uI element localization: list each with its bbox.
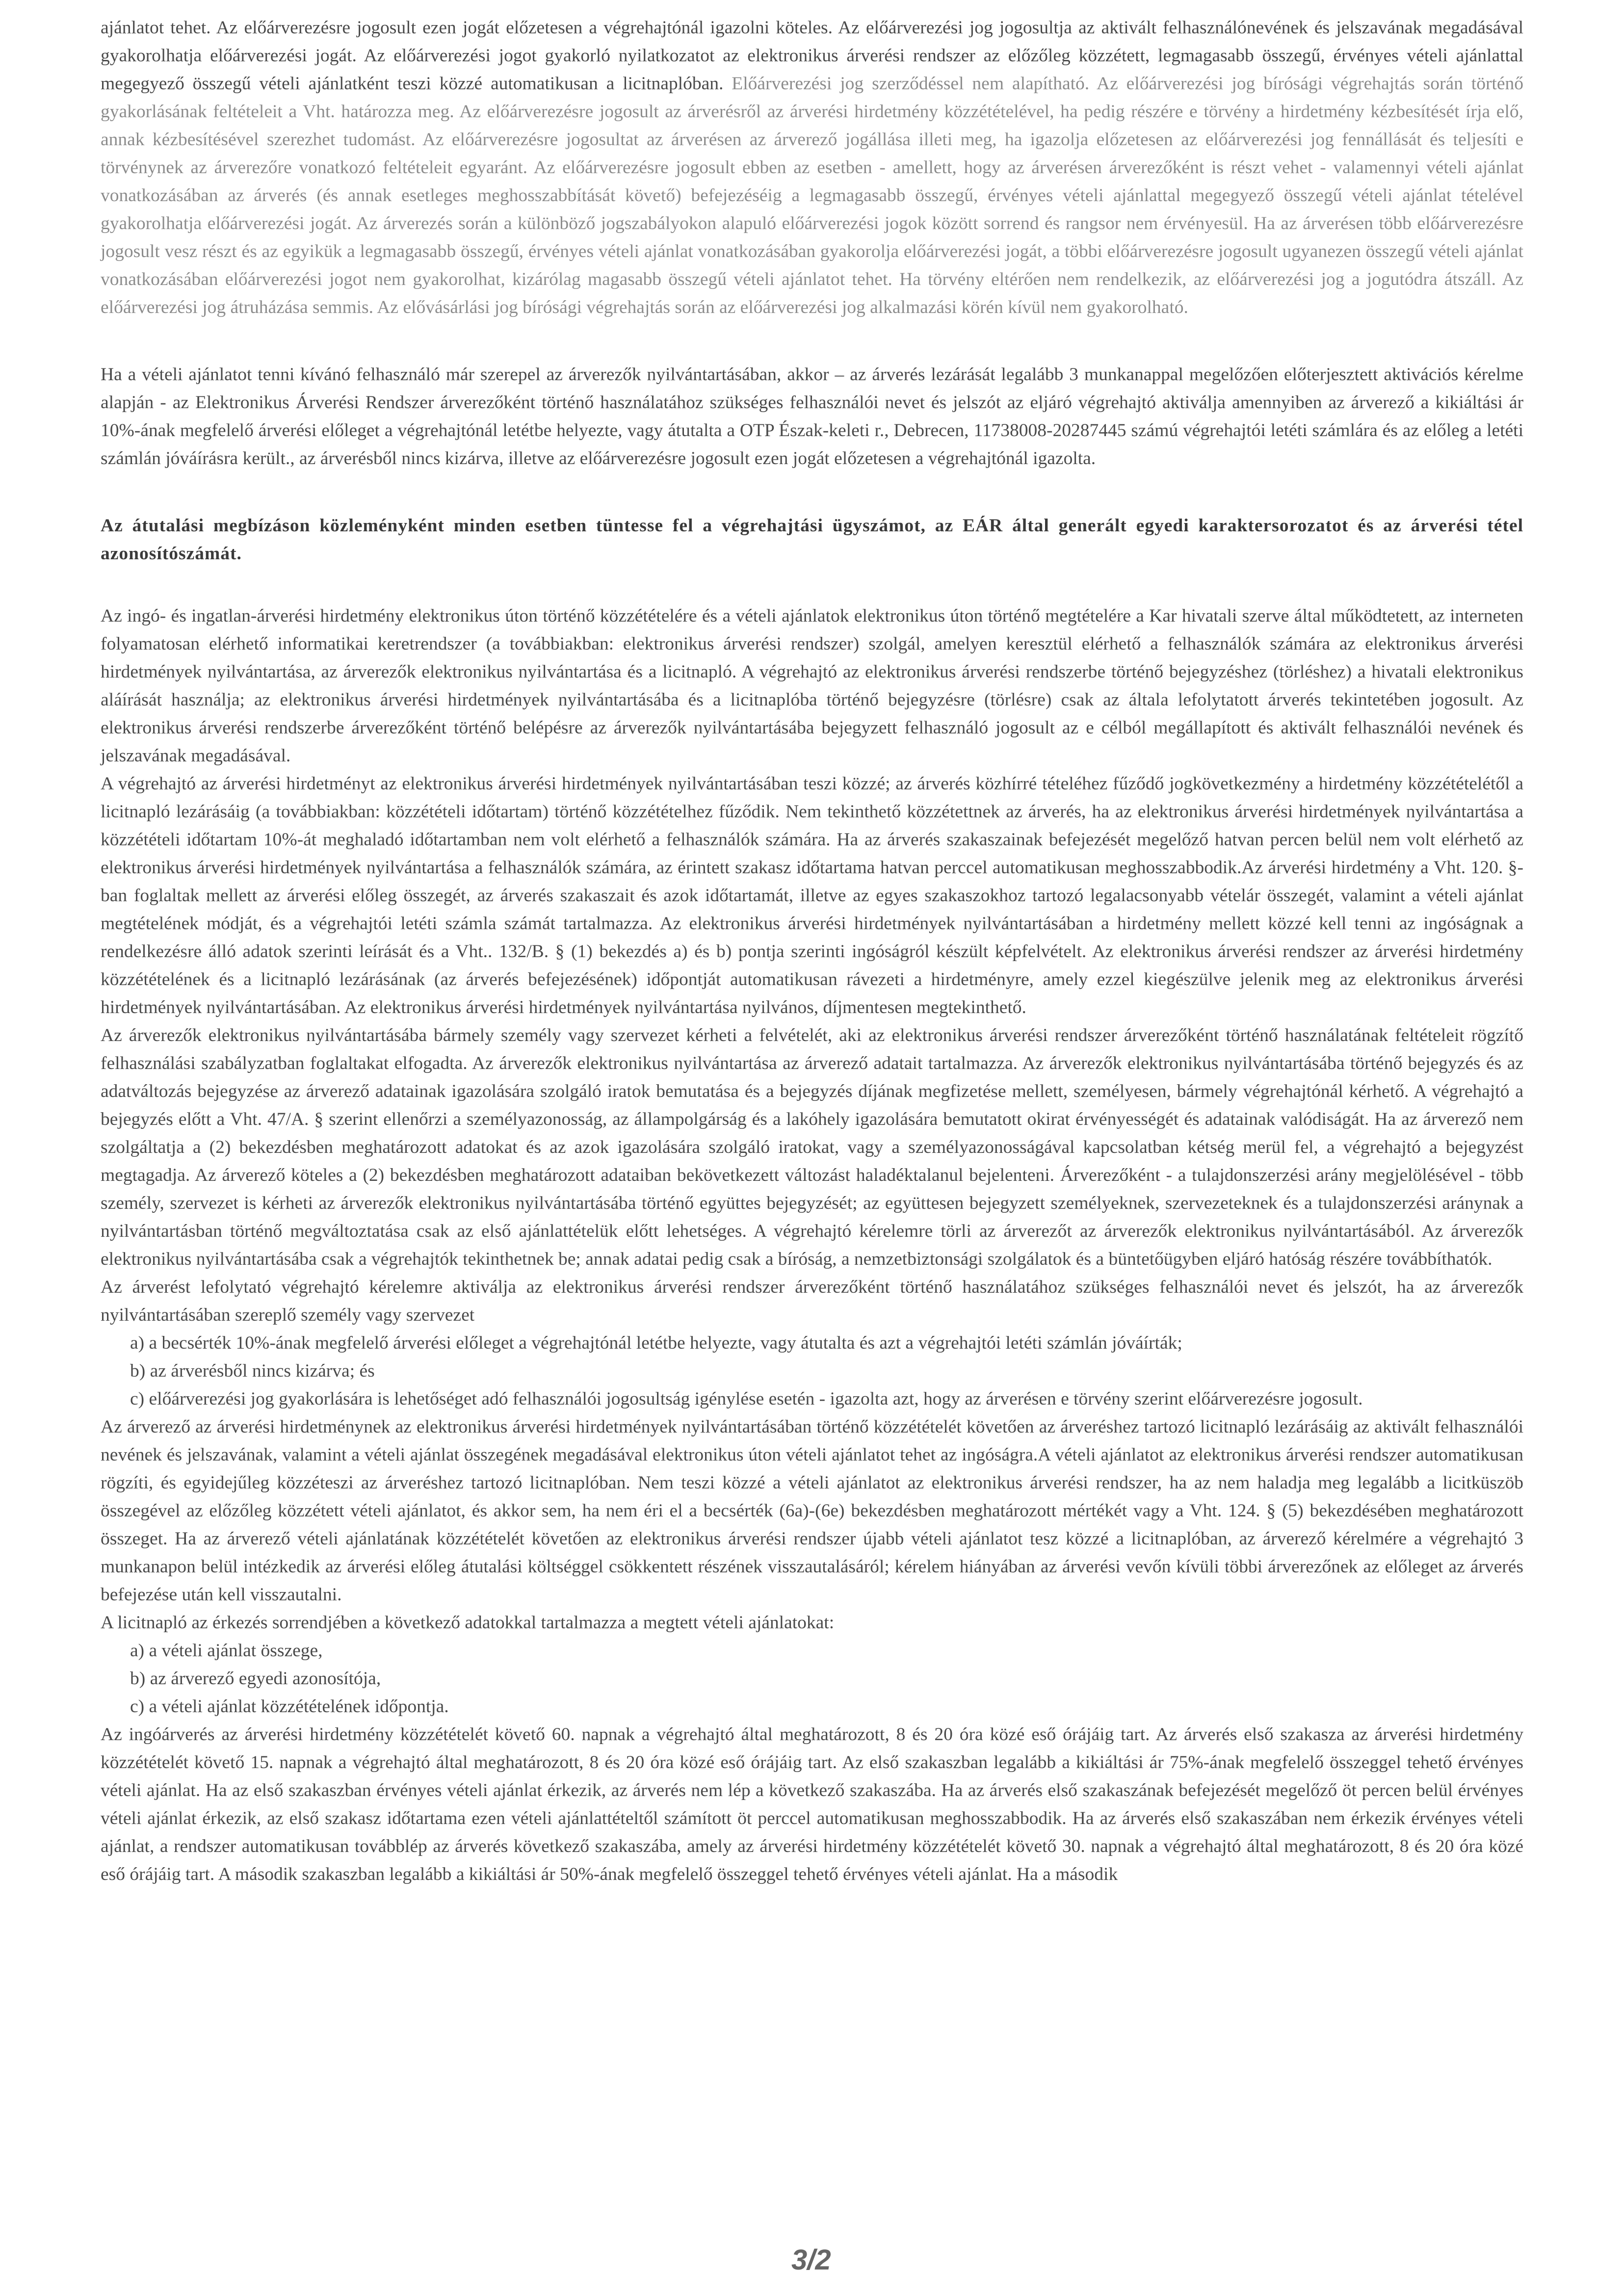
licitnaplo-item-b: b) az árverező egyedi azonosítója, xyxy=(130,1669,381,1689)
document-page xyxy=(101,14,1523,1888)
activation-condition-b: b) az árverésből nincs kizárva; és xyxy=(130,1361,375,1381)
bidding-paragraph: Az árverező az árverési hirdetménynek az elektronikus árverési hirdetmények nyilvántartásában történő közzétételét követően az árveréshez tartozó licitnapló lezárásáig az aktivált felhasználói nevének és jelszavának, valamint a vételi ajánlat összegének megadásával elektronikus úton vételi ajánlatot tehet az ingóságra.A vételi ajánlatot az elektronikus árverési rendszer automatikusan rögzíti, és egyidejűleg közzéteszi az árveréshez tartozó licitnaplóban. Nem teszi közzé a vételi ajánlatot az elektronikus árverési rendszer, ha az nem haladja meg legalább a licitküszöb összegével az előzőleg közzétett vételi ajánlatot, és akkor sem, ha nem éri el a becsérték (6a)-(6e) bekezdésben meghatározott mértékét vagy a Vht. 124. § (5) bekezdésében meghatározott összeget. Ha az árverező vételi ajánlatának közzétételét követően az elektronikus árverési rendszer újabb vételi ajánlatot tesz közzé a licitnaplóban, az árverező kérelmére a végrehajtó 3 munkanapon belül intézkedik az árverési előleg átutalási költséggel csökkentett részének visszautalásáról; kérelem hiányában az árverési vevőn kívüli többi árverezőnek az előleget az árverés befejezése után kell visszautalni. xyxy=(101,1417,1523,1605)
body-paragraph-1: Az ingó- és ingatlan-árverési hirdetmény elektronikus úton történő közzétételére és a vételi ajánlatok elektronikus úton történő megtételére a Kar hivatali szerve által működtetett, az interneten folyamatosan elérhető informatikai keretrendszer (a továbbiakban: elektronikus árverési rendszer) szolgál, amelyen keresztül elérhető a felhasználók számára az elektronikus árverési hirdetmények nyilvántartása, az árverezők elektronikus nyilvántartása és a licitnapló. A végrehajtó az elektronikus árverési rendszerbe történő bejegyzéshez (törléshez) a hivatali elektronikus aláírását használja; az elektronikus árverési hirdetmények nyilvántartásába és a licitnaplóba történő bejegyzésre (törlésre) csak az általa lefolytatott árverés tekintetében jogosult. Az elektronikus árverési rendszerbe árverezőként történő belépésre az árverezők nyilvántartásába bejegyzett felhasználó jogosult az e célból megállapított és aktivált felhasználói nevének és jelszavának megadásával. xyxy=(101,606,1523,766)
auction-stages-paragraph: Az ingóárverés az árverési hirdetmény közzétételét követő 60. napnak a végrehajtó által meghatározott, 8 és 20 óra közé eső órájáig tart. Az árverés első szakasza az árverési hirdetmény közzétételét követő 15. napnak a végrehajtó által meghatározott, 8 és 20 óra közé eső órájáig tart. Az első szakaszban legalább a kikiáltási ár 75%-ának megfelelő összeggel tehető érvényes vételi ajánlat. Ha az első szakaszban érvényes vételi ajánlat érkezik, az árverés nem lép a következő szakaszába. Ha az árverés első szakaszának befejezését megelőző öt percen belül érvényes vételi ajánlat érkezik, az első szakasz időtartama ezen vételi ajánlattételtől számított öt perccel automatikusan meghosszabbodik. Ha az árverés első szakaszában nem érkezik érvényes vételi ajánlat, a rendszer automatikusan továbblép az árverés következő szakaszába, amely az árverési hirdetmény közzétételét követő 30. napnak a végrehajtó által meghatározott, 8 és 20 óra közé eső órájáig tart. A második szakaszban legalább a kikiáltási ár 50%-ának megfelelő összeggel tehető érvényes vételi ajánlat. Ha a második xyxy=(101,1724,1523,1884)
body-paragraph-3: Az árverezők elektronikus nyilvántartásába bármely személy vagy szervezet kérheti a felvételét, aki az elektronikus árverési rendszer árverezőként történő használatának feltételeit rögzítő felhasználási szabályzatban foglaltakat elfogadta. Az árverezők elektronikus nyilvántartása az árverező adatait tartalmazza. Az árverezők elektronikus nyilvántartásába történő bejegyzés és az adatváltozás bejegyzése az árverező adatainak igazolására szolgáló iratok bemutatása és a bejegyzés díjának megfizetése mellett, személyesen, bármely végrehajtónál kérhető. A végrehajtó a bejegyzés előtt a Vht. 47/A. § szerint ellenőrzi a személyazonosság, az állampolgárság és a lakóhely igazolására bemutatott okirat érvényességét és adatainak valódiságát. Ha az árverező nem szolgáltatja a (2) bekezdésben meghatározott adatokat és az azok igazolására szolgáló iratokat, vagy a személyazonosságával kapcsolatban kétség merül fel, a végrehajtó a bejegyzést megtagadja. Az árverező köteles a (2) bekezdésben meghatározott adataiban bekövetkezett változást haladéktalanul bejelenteni. Árverezőként - a tulajdonszerzési arány megjelölésével - több személy, szervezet is kérheti az árverezők elektronikus nyilvántartásába történő együttes bejegyzését; az együttesen bejegyzett személyeknek, szervezeteknek és a tulajdonszerzési aránynak a nyilvántartásban történő megváltoztatása csak az első ajánlattételük előtt lehetséges. A végrehajtó kérelemre törli az árverezőt az árverezők elektronikus nyilvántartásából. Az árverezők elektronikus nyilvántartásába csak a végrehajtók tekinthetnek be; annak adatai pedig csak a bíróság, a nemzetbiztonsági szolgálatok és a büntetőügyben eljáró hatóság részére továbbíthatók. xyxy=(101,1025,1523,1269)
transfer-notice-heading: Az átutalási megbízáson közleményként minden esetben tüntesse fel a végrehajtási ügyszámot, az EÁR által generált egyedi karaktersorozatot és az árverési tétel azonosítószámát. xyxy=(101,516,1523,564)
registration-paragraph: Ha a vételi ajánlatot tenni kívánó felhasználó már szerepel az árverezők nyilvántartásában, akkor – az árverés lezárását legalább 3 munkanappal megelőzően előterjesztett aktivációs kérelme alapján - az Elektronikus Árverési Rendszer árverezőként történő használatához szükséges felhasználói nevet és jelszót az eljáró végrehajtó aktiválja amennyiben az árverező a kikiáltási ár 10%-ának megfelelő árverési előleget a végrehajtónál letétbe helyezte, vagy átutalta a OTP Észak-keleti r., Debrecen, 11738008-20287445 számú végrehajtói letéti számlára és az előleg a letéti számlán jóváírásra került., az árverésből nincs kizárva, illetve az előárverezésre jogosult ezen jogát előzetesen a végrehajtónál igazolta. xyxy=(101,365,1523,469)
preauction-text: ajánlatot tehet. Az előárverezésre jogosult ezen jogát előzetesen a végrehajtónál igazolni köteles. Az előárverezési jog jogosultja az aktivált felhasználónevének és jelszavának megadásával gyakorolhatja előárverezési jogát. Az előárverezési jogot gyakorló nyilatkozatot az elektronikus árverési rendszer az előzőleg közzétett, legmagasabb összegű, érvényes vételi ajánlattal megegyező összegű vételi ajánlatként teszi közzé automatikusan a licitnaplóban. xyxy=(101,18,1523,94)
activation-condition-a: a) a becsérték 10%-ának megfelelő árverési előleget a végrehajtónál letétbe helyezte, vagy átutalta és azt a végrehajtói letéti számlán jóváírták; xyxy=(130,1333,1182,1353)
licitnaplo-intro: A licitnapló az érkezés sorrendjében a következő adatokkal tartalmazza a megtett vételi ajánlatokat: xyxy=(101,1613,835,1633)
preauction-paragraph xyxy=(101,14,1523,321)
body-paragraph-2: A végrehajtó az árverési hirdetményt az elektronikus árverési hirdetmények nyilvántartásában teszi közzé; az árverés közhírré tételéhez fűződő jogkövetkezmény a hirdetmény közzétételétől a licitnapló lezárásáig (a továbbiakban: közzétételi időtartam) történő közzétételhez fűződik. Nem tekinthető közzétettnek az árverés, ha az elektronikus árverési hirdetmények nyilvántartása a közzétételi időtartam 10%-át meghaladó időtartamban nem volt elérhető a felhasználók számára. Ha az árverés szakaszainak befejezését megelőző hatvan percen belül nem volt elérhető az elektronikus árverési hirdetmények nyilvántartása a felhasználók számára, az érintett szakasz időtartama hatvan perccel automatikusan meghosszabbodik.Az árverési hirdetmény a Vht. 120. §-ban foglaltak mellett az árverési előleg összegét, az árverés szakaszait és azok időtartamát, illetve az egyes szakaszokhoz tartozó legalacsonyabb vételár összegét, valamint a vételi ajánlat megtételének módját, és a végrehajtói letéti számla számát tartalmazza. Az elektronikus árverési hirdetmények nyilvántartásában a hirdetmény mellett közzé kell tenni az ingóságnak a rendelkezésre álló adatok szerinti leírását és a Vht.. 132/B. § (1) bekezdés a) és b) pontja szerinti ingóságról készült képfelvételt. Az elektronikus árverési rendszer az árverési hirdetmény közzétételének és a licitnapló lezárásának (az árverés befejezésének) időpontját automatikusan rávezeti a hirdetményre, amely ezzel kiegészülve jelenik meg az elektronikus árverési hirdetmények nyilvántartásában. Az elektronikus árverési hirdetmények nyilvántartása nyilvános, díjmentesen megtekinthető. xyxy=(101,774,1523,1018)
page-number-mark: 3/2 xyxy=(791,2244,831,2276)
body-paragraph-4: Az árverést lefolytató végrehajtó kérelemre aktiválja az elektronikus árverési rendszer árverezőként történő használatához szükséges felhasználói nevet és jelszót, ha az árverezők nyilvántartásában szereplő személy vagy szervezet xyxy=(101,1277,1523,1325)
licitnaplo-item-a: a) a vételi ajánlat összege, xyxy=(130,1641,323,1661)
licitnaplo-item-c: c) a vételi ajánlat közzétételének időpontja. xyxy=(130,1696,449,1717)
activation-condition-c: c) előárverezési jog gyakorlására is lehetőséget adó felhasználói jogosultság igénylése esetén - igazolta azt, hogy az árverésen e törvény szerint előárverezésre jogosult. xyxy=(130,1389,1363,1409)
preauction-faded-text: Előárverezési jog szerződéssel nem alapítható. Az előárverezési jog bírósági végrehajtás során történő gyakorlásának feltételeit a Vht. határozza meg. Az előárverezésre jogosult az árverésről az árverési hirdetmény közzétételével, ha pedig részére e törvény a hirdetmény kézbesítését írja elő, annak kézbesítésével szerezhet tudomást. Az előárverezésre jogosultat az árverésen az árverező jogállása illeti meg, ha igazolja előzetesen az előárverezési jog fennállását és teljesíti e törvénynek az árverezőre vonatkozó feltételeit egyaránt. Az előárverezésre jogosult ebben az esetben - amellett, hogy az árverésen árverezőként is részt vehet - valamennyi vételi ajánlat vonatkozásában az árverés (és annak esetleges meghosszabbítását követő) befejezéséig a legmagasabb összegű, érvényes vételi ajánlattal megegyező összegű vételi ajánlat tételével gyakorolhatja előárverezési jogát. Az árverezés során a különböző jogszabályokon alapuló előárverezési jogok között sorrend és rangsor nem érvényesül. Ha az árverésen több előárverezésre jogosult vesz részt és az egyikük a legmagasabb összegű, érvényes vételi ajánlat vonatkozásában gyakorolja előárverezési jogát, a többi előárverezésre jogosult ugyanezen összegű vételi ajánlat vonatkozásában előárverezési jogot nem gyakorolhat, kizárólag magasabb összegű vételi ajánlatot tehet. Ha törvény eltérően nem rendelkezik, az előárverezési jog a jogutódra átszáll. Az előárverezési jog átruházása semmis. Az elővásárlási jog bírósági végrehajtás során az előárverezési jog alkalmazási körén kívül nem gyakorolható. xyxy=(101,74,1523,317)
